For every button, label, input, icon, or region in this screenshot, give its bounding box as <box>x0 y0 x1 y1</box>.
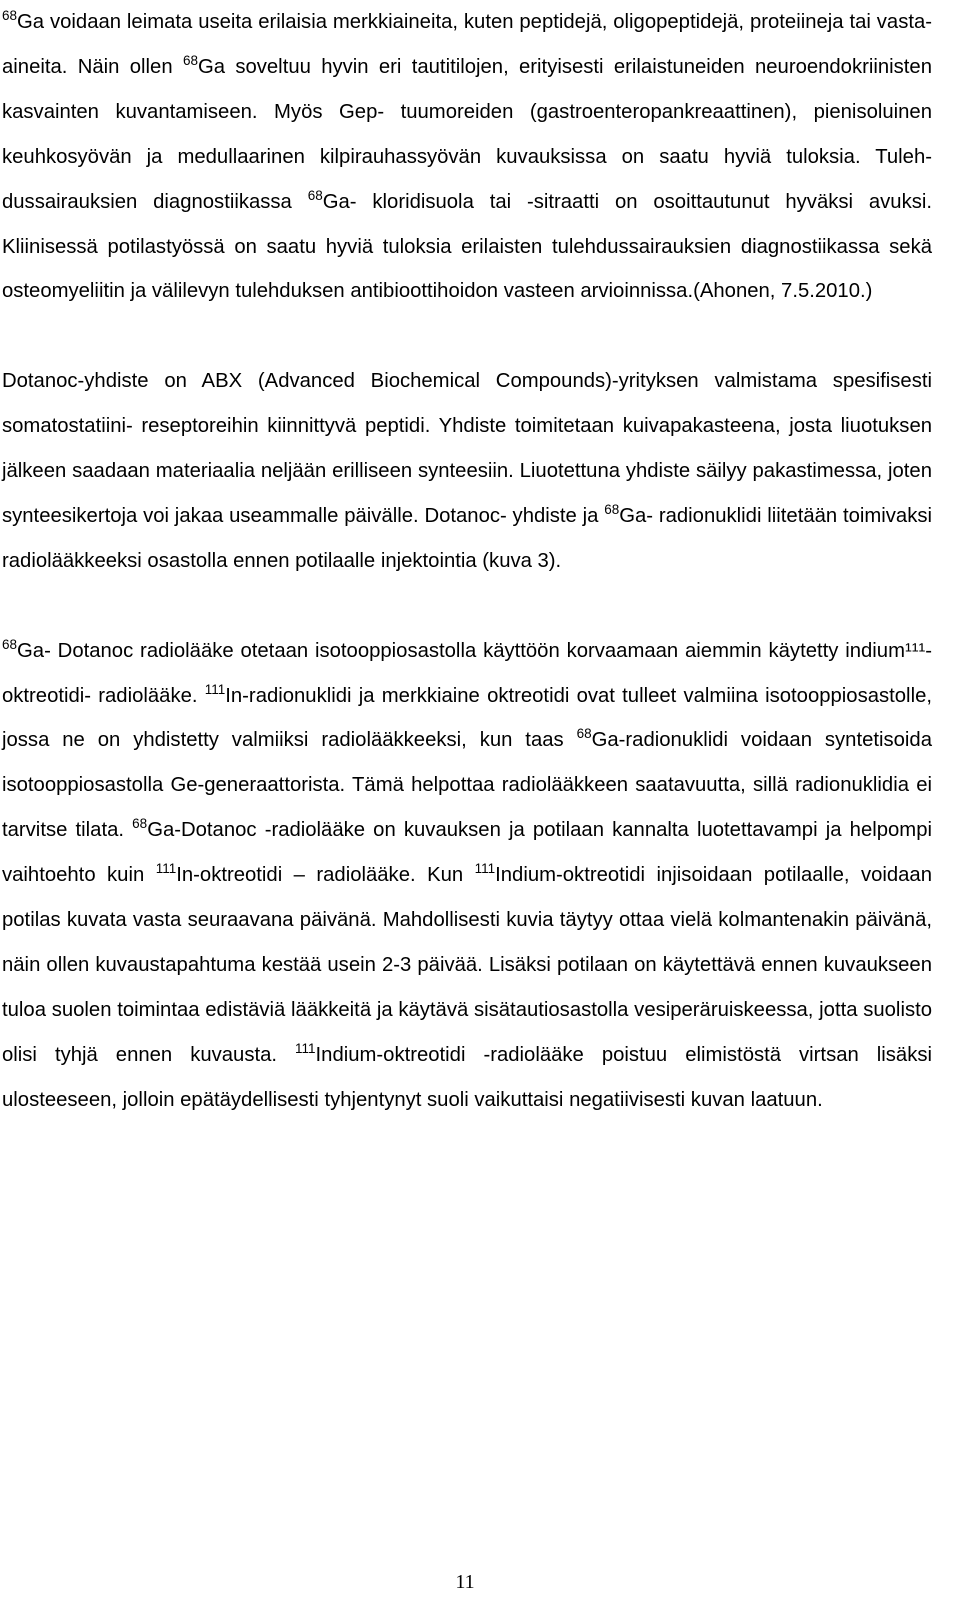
paragraph-text-run: Ga voidaan leimata useita erilaisia merkkiaineita, kuten peptidejä, oligopeptidejä, proteiineja tai vasta-aineita. Näin ollen <box>2 11 932 78</box>
paragraph-text-run: Ga soveltuu hyvin eri tautitilojen, erityisesti erilaistuneiden neuroendokriinisten kasvainten kuvantamiseen. Myös Gep- tuumoreiden (gastroenteropankreaattinen), pienisoluinen keuhkosyövän ja medullaarinen kilpirauhassyövän kuvauksissa on saatu hyviä tuloksia. Tulehdussairauksien diagnostiikassa <box>2 55 932 213</box>
paragraph-text-run: In-oktreotidi – radiolääke. Kun <box>176 864 475 887</box>
isotope-superscript: 68 <box>2 636 18 652</box>
isotope-superscript: 111 <box>474 861 496 877</box>
isotope-superscript: 68 <box>182 52 198 68</box>
body-paragraph-2 <box>2 359 932 584</box>
paragraph-text-run: Ga-radionuklidi voidaan syntetisoida isotooppiosastolla Ge-generaattorista. Tämä helpottaa radiolääkkeen saatavuutta, sillä radionuklidia ei tarvitse tilata. <box>2 729 932 842</box>
isotope-superscript: 68 <box>576 726 592 742</box>
isotope-superscript: 68 <box>604 501 620 517</box>
isotope-superscript: 68 <box>2 8 18 23</box>
paragraph-text-run: Indium-oktreotidi injisoidaan potilaalle, voidaan potilas kuvata vasta seuraavana päivänä. Mahdollisesti kuvia täytyy ottaa vielä kolmantenakin päivänä, näin ollen kuvaustapahtuma kestää usein 2-3 päivää. Lisäksi potilaan on käytettävä ennen kuvaukseen tuloa suolen toimintaa edistäviä lääkkeitä ja käytävä sisätautiosastolla vesiperäruiskeessa, jotta suolisto olisi tyhjä ennen kuvausta. <box>2 864 932 1066</box>
isotope-superscript: 68 <box>307 187 323 203</box>
paragraph-text-run: Ga-Dotanoc -radiolääke on kuvauksen ja potilaan kannalta luotettavampi ja helpompi vaihtoehto kuin <box>2 819 932 887</box>
isotope-superscript: 111 <box>155 861 177 877</box>
paragraph-text-run: Ga- kloridisuola tai -sitraatti on osoittautunut hyväksi avuksi. Kliinisessä potilastyössä on saatu hyviä tuloksia erilaisten tulehdussairauksien diagnostiikassa sekä osteomyeliitin ja välilevyn tulehduksen antibioottihoidon vasteen arvioinnissa.(Ahonen, 7.5.2010.) <box>2 190 932 303</box>
paragraph-text-run: Ga- radionuklidi liitetään toimivaksi radiolääkkeeksi osastolla ennen potilaalle injektointia (kuva 3). <box>2 504 932 572</box>
page-number: 11 <box>455 1571 475 1593</box>
isotope-superscript: 111 <box>204 681 226 697</box>
paragraph-text-run: Dotanoc-yhdiste on ABX (Advanced Biochemical Compounds)-yrityksen valmistama spesifisesti somatostatiini- reseptoreihin kiinnittyvä peptidi. Yhdiste toimitetaan kuivapakasteena, josta liuotuksen jälkeen saadaan materiaalia neljään erilliseen synteesiin. Liuotettuna yhdiste säilyy pakastimessa, joten synteesikertoja voi jakaa useammalle päivälle. Dotanoc- yhdiste ja <box>2 370 932 527</box>
paragraph-text-run: Ga- Dotanoc radiolääke otetaan isotooppiosastolla käyttöön korvaamaan aiemmin käytetty indium¹¹¹-oktreotidi- radiolääke. <box>2 639 932 707</box>
body-paragraph-1 <box>2 0 932 314</box>
paragraph-text-run: In-radionuklidi ja merkkiaine oktreotidi ovat tulleet valmiina isotooppiosastolle, jossa ne on yhdistetty valmiiksi radiolääkkeeksi, kun taas <box>2 684 932 752</box>
body-paragraph-3 <box>2 629 932 1123</box>
isotope-superscript: 68 <box>132 816 148 832</box>
paragraph-text-run: Indium-oktreotidi -radiolääke poistuu elimistöstä virtsan lisäksi ulosteeseen, jolloin epätäydellisesti tyhjentynyt suoli vaikuttaisi negatiivisesti kuvan laatuun. <box>2 1043 932 1111</box>
isotope-superscript: 111 <box>295 1040 316 1056</box>
document-body <box>2 0 932 1123</box>
